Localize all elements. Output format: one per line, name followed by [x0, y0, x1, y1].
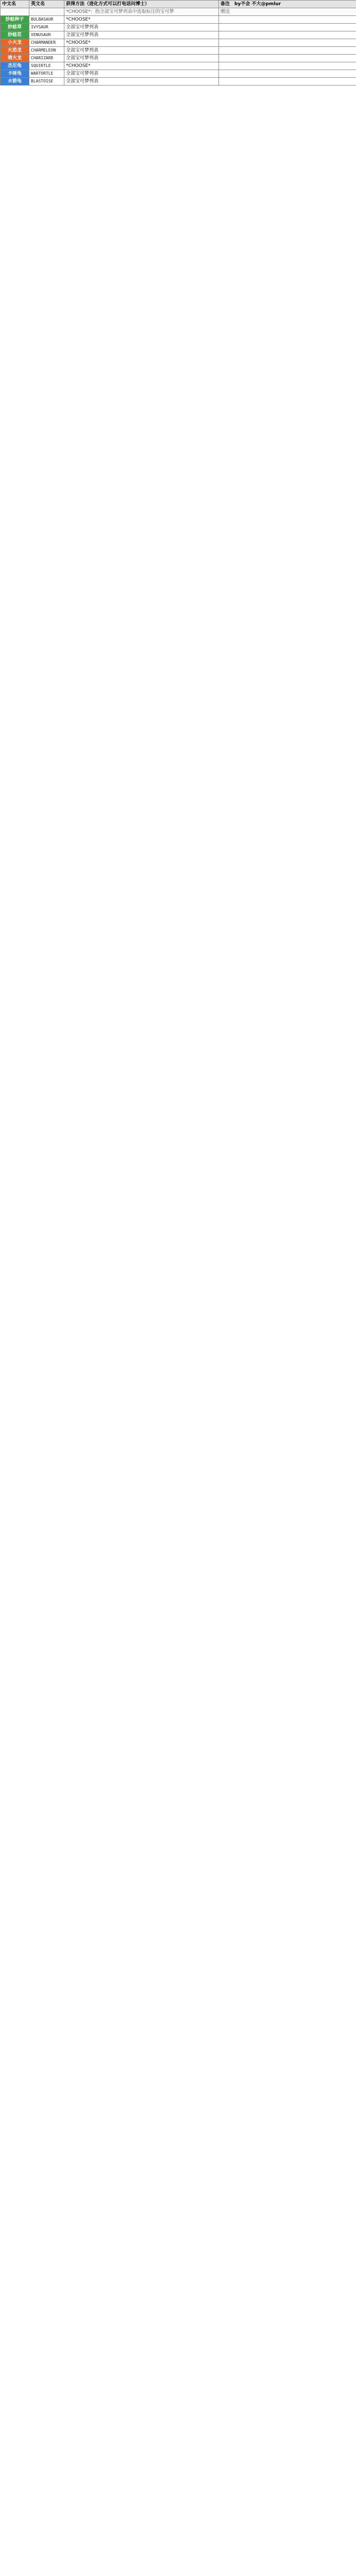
table-row — [1, 70, 356, 78]
pokemon-name-zh: 妙蛙种子 — [1, 16, 29, 24]
hint-location: *CHOOSE*：指全部宝可梦列表中选取标注的宝可梦 — [64, 8, 219, 16]
hint-cell-empty — [1, 8, 29, 16]
pokemon-name-en: VENUSAUR — [29, 31, 64, 39]
pokemon-name-zh: 火恐龙 — [1, 47, 29, 55]
table-row — [1, 16, 356, 24]
location-text: 全部宝可梦列表 — [64, 78, 219, 86]
hint-note: 赠送 — [219, 8, 356, 16]
location-text: *CHOOSE* — [64, 16, 219, 24]
table-row — [1, 47, 356, 55]
pokemon-name-en: BLASTOISE — [29, 78, 64, 86]
pokemon-name-zh: 卡咪龟 — [1, 70, 29, 78]
location-text: 全部宝可梦列表 — [64, 70, 219, 78]
col-header-zh: 中文名 — [1, 1, 29, 8]
pokemon-name-en: CHARMELEON — [29, 47, 64, 55]
note-text — [219, 47, 356, 55]
table-row — [1, 39, 356, 47]
location-text: *CHOOSE* — [64, 39, 219, 47]
pokemon-name-zh: 妙蛙花 — [1, 31, 29, 39]
note-text — [219, 24, 356, 31]
pokemon-name-zh: 妙蛙草 — [1, 24, 29, 31]
table-row — [1, 31, 356, 39]
col-header-en: 英文名 — [29, 1, 64, 8]
note-text — [219, 39, 356, 47]
location-text: 全部宝可梦列表 — [64, 24, 219, 31]
pokemon-name-en: SQUIRTLE — [29, 62, 64, 70]
location-text: 全部宝可梦列表 — [64, 47, 219, 55]
pokemon-name-en: BULBASAUR — [29, 16, 64, 24]
location-text: 全部宝可梦列表 — [64, 31, 219, 39]
hint-cell-empty — [29, 8, 64, 16]
pokemon-name-en: WARTORTLE — [29, 70, 64, 78]
note-text — [219, 31, 356, 39]
note-text — [219, 16, 356, 24]
location-text: 全部宝可梦列表 — [64, 55, 219, 62]
pokemon-name-en: IVYSAUR — [29, 24, 64, 31]
pokemon-location-table — [0, 0, 356, 86]
note-text — [219, 55, 356, 62]
hint-row — [1, 8, 356, 16]
pokemon-name-zh: 水箭龟 — [1, 78, 29, 86]
note-text — [219, 70, 356, 78]
col-header-note — [219, 1, 356, 8]
pokemon-name-zh: 喷火龙 — [1, 55, 29, 62]
table-row — [1, 78, 356, 86]
note-header-label: 备注 — [221, 2, 230, 7]
table-body — [1, 8, 356, 86]
pokemon-name-en: CHARIZARD — [29, 55, 64, 62]
table-row — [1, 24, 356, 31]
table-row — [1, 55, 356, 62]
pokemon-name-zh: 杰尼龟 — [1, 62, 29, 70]
pokemon-name-zh: 小火龙 — [1, 39, 29, 47]
note-text — [219, 78, 356, 86]
col-header-location: 获得方法（进化方式可以打电话问博士） — [64, 1, 219, 8]
location-text: *CHOOSE* — [64, 62, 219, 70]
table-header-row — [1, 1, 356, 8]
pokemon-name-en: CHARMANDER — [29, 39, 64, 47]
credit-text: by不会 不大@pmlur — [234, 2, 281, 7]
note-text — [219, 62, 356, 70]
table-row — [1, 62, 356, 70]
